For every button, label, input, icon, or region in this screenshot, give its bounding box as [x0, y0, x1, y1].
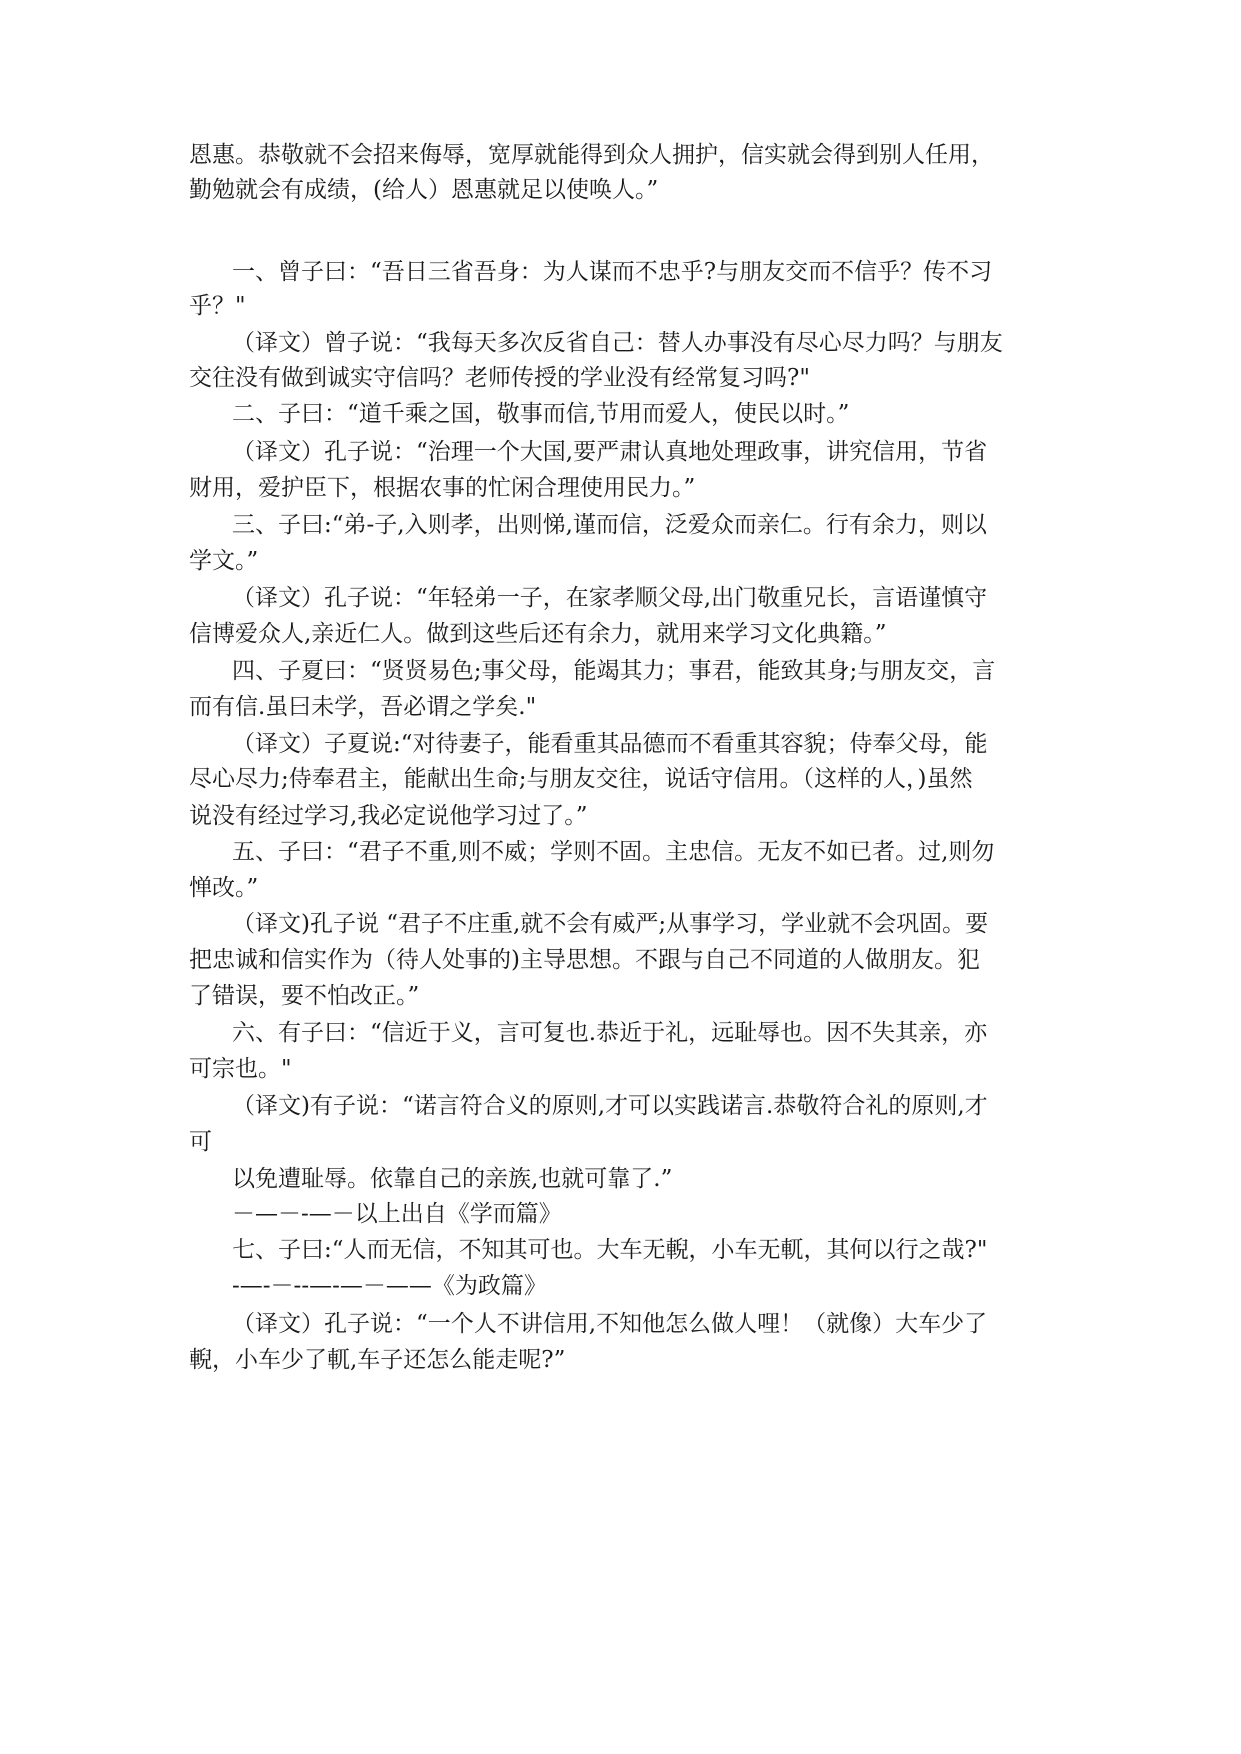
text-line: 了错误，要不怕改正。”: [189, 983, 420, 1009]
text-line: 可宗也。": [189, 1056, 292, 1082]
text-line: 惮改。”: [189, 875, 259, 901]
text-line: 乎？": [189, 293, 246, 319]
text-line: （译文）孔子说：“年轻弟一子，在家孝顺父母,出门敬重兄长，言语谨慎守: [232, 585, 988, 611]
text-line: （译文)有子说：“诺言符合义的原则,才可以实践诺言.恭敬符合礼的原则,才: [232, 1093, 988, 1119]
text-line: 可: [189, 1129, 212, 1155]
text-line: 而有信.虽曰未学，吾必谓之学矣.": [189, 694, 537, 720]
text-line: 说没有经过学习,我必定说他学习过了。”: [189, 803, 588, 829]
text-line: （译文）子夏说:“对待妻子，能看重其品德而不看重其容貌；侍奉父母，能: [232, 731, 988, 757]
text-line: 财用，爱护臣下，根据农事的忙闲合理使用民力。”: [189, 475, 696, 501]
text-line: （译文)孔子说 “君子不庄重,就不会有威严;从事学习，学业就不会巩固。要: [232, 911, 989, 937]
text-line: -—-－--—-—－——《为政篇》: [232, 1273, 547, 1299]
text-line: 六、有子曰：“信近于义，言可复也.恭近于礼，远耻辱也。因不失其亲，亦: [232, 1020, 988, 1046]
text-line: （译文）孔子说：“一个人不讲信用,不知他怎么做人哩！（就像）大车少了: [232, 1311, 988, 1337]
text-line: 三、子曰:“弟-子,入则孝，出则悌,谨而信，泛爱众而亲仁。行有余力，则以: [232, 512, 987, 538]
text-line: 四、子夏曰：“贤贤易色;事父母，能竭其力；事君，能致其身;与朋友交，言: [232, 658, 996, 684]
text-line: 二、子曰：“道千乘之国，敬事而信,节用而爱人，使民以时。”: [232, 401, 850, 427]
text-line: 恩惠。恭敬就不会招来侮辱，宽厚就能得到众人拥护，信实就会得到别人任用，: [189, 142, 994, 168]
text-line: 輗，小车少了軏,车子还怎么能走呢?”: [189, 1347, 566, 1373]
text-line: －—－-—－以上出自《学而篇》: [232, 1201, 562, 1227]
text-line: 信博爱众人,亲近仁人。做到这些后还有余力，就用来学习文化典籍。”: [189, 621, 887, 647]
text-line: 七、子曰:“人而无信，不知其可也。大车无輗，小车无軏，其何以行之哉?": [232, 1237, 988, 1263]
text-line: （译文）孔子说：“治理一个大国,要严肃认真地处理政事，讲究信用，节省: [232, 439, 988, 465]
text-line: 学文。”: [189, 548, 259, 574]
text-line: 尽心尽力;侍奉君主，能献出生命;与朋友交往，说话守信用。（这样的人，)虽然: [189, 766, 973, 792]
text-line: （译文）曾子说：“我每天多次反省自己：替人办事没有尽心尽力吗？与朋友: [232, 330, 1003, 356]
text-line: 五、子曰：“君子不重,则不威；学则不固。主忠信。无友不如已者。过,则勿: [232, 839, 995, 865]
text-line: 交往没有做到诚实守信吗？老师传授的学业没有经常复习吗?": [189, 365, 810, 391]
text-line: 把忠诚和信实作为（待人处事的)主导思想。不跟与自己不同道的人做朋友。犯: [189, 947, 980, 973]
text-line: 以免遭耻辱。依靠自己的亲族,也就可靠了.”: [232, 1166, 673, 1192]
text-line: 勤勉就会有成绩，(给人）恩惠就足以使唤人。”: [189, 177, 659, 203]
text-line: 一、曾子曰：“吾日三省吾身：为人谋而不忠乎?与朋友交而不信乎？传不习: [232, 259, 993, 285]
